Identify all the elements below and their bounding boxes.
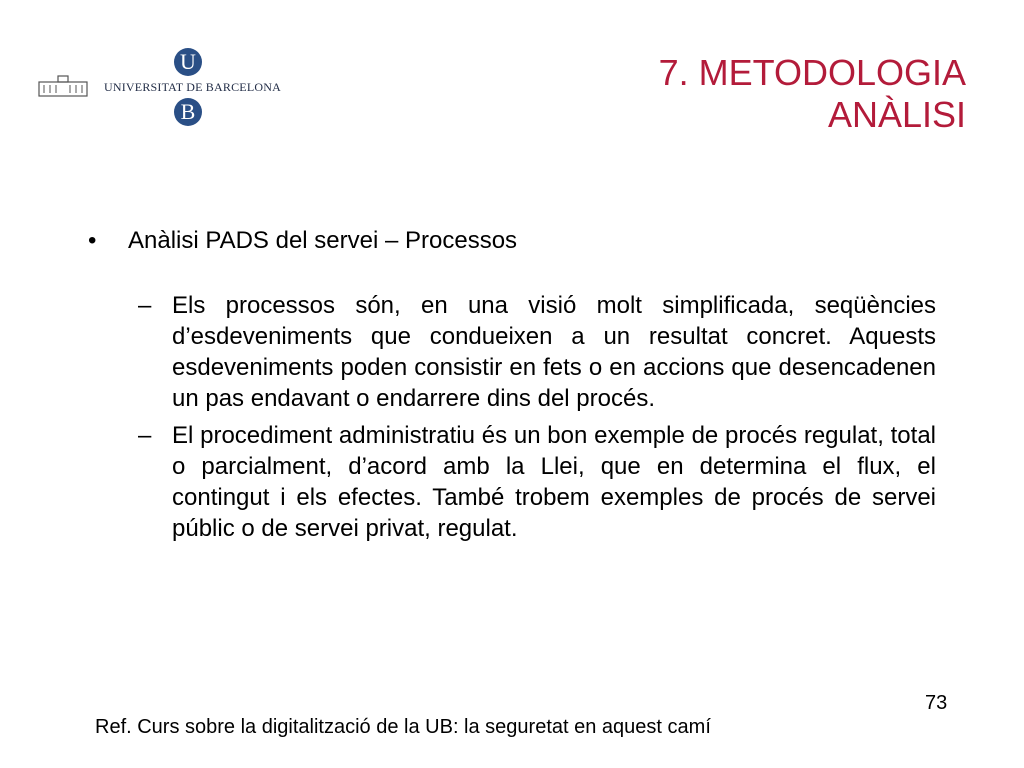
sub-bullet <box>138 290 936 414</box>
university-logo <box>38 44 281 132</box>
logo-text: UNIVERSITAT DE BARCELONA <box>104 80 281 94</box>
page-number: 73 <box>925 692 948 714</box>
slide-title <box>406 52 966 136</box>
main-bullet <box>88 226 936 256</box>
bullet-mark: • <box>88 227 97 254</box>
reference-note: Ref. Curs sobre la digitalització de la UB: la seguretat en aquest camí <box>95 716 711 738</box>
slide-content <box>88 226 936 550</box>
title-line-1: 7. METODOLOGIA <box>658 52 966 93</box>
sub-bullet-text: Els processos són, en una visió molt simplificada, seqüències d’esdeveniments que condueixen a un resultat concret. Aquests esdeveniments poden consistir en fets o en accions que desencadenen un pas endavant o endarrere dins del procés. <box>172 292 936 412</box>
logo-seal-b: B <box>174 98 202 126</box>
dash-mark: – <box>138 292 152 319</box>
sub-bullet <box>138 420 936 544</box>
sub-bullet-text: El procediment administratiu és un bon exemple de procés regulat, total o parcialment, d’acord amb la Llei, que en determina el flux, el contingut i els efectes. També trobem exemples de procés de servei públic o de servei privat, regulat. <box>172 422 936 542</box>
title-line-2: ANÀLISI <box>827 94 966 135</box>
logo-seal-u: U <box>174 48 202 76</box>
sub-bullets <box>88 290 936 544</box>
building-icon <box>38 74 88 98</box>
main-bullet-text: Anàlisi PADS del servei – Processos <box>128 227 518 254</box>
dash-mark: – <box>138 422 152 449</box>
